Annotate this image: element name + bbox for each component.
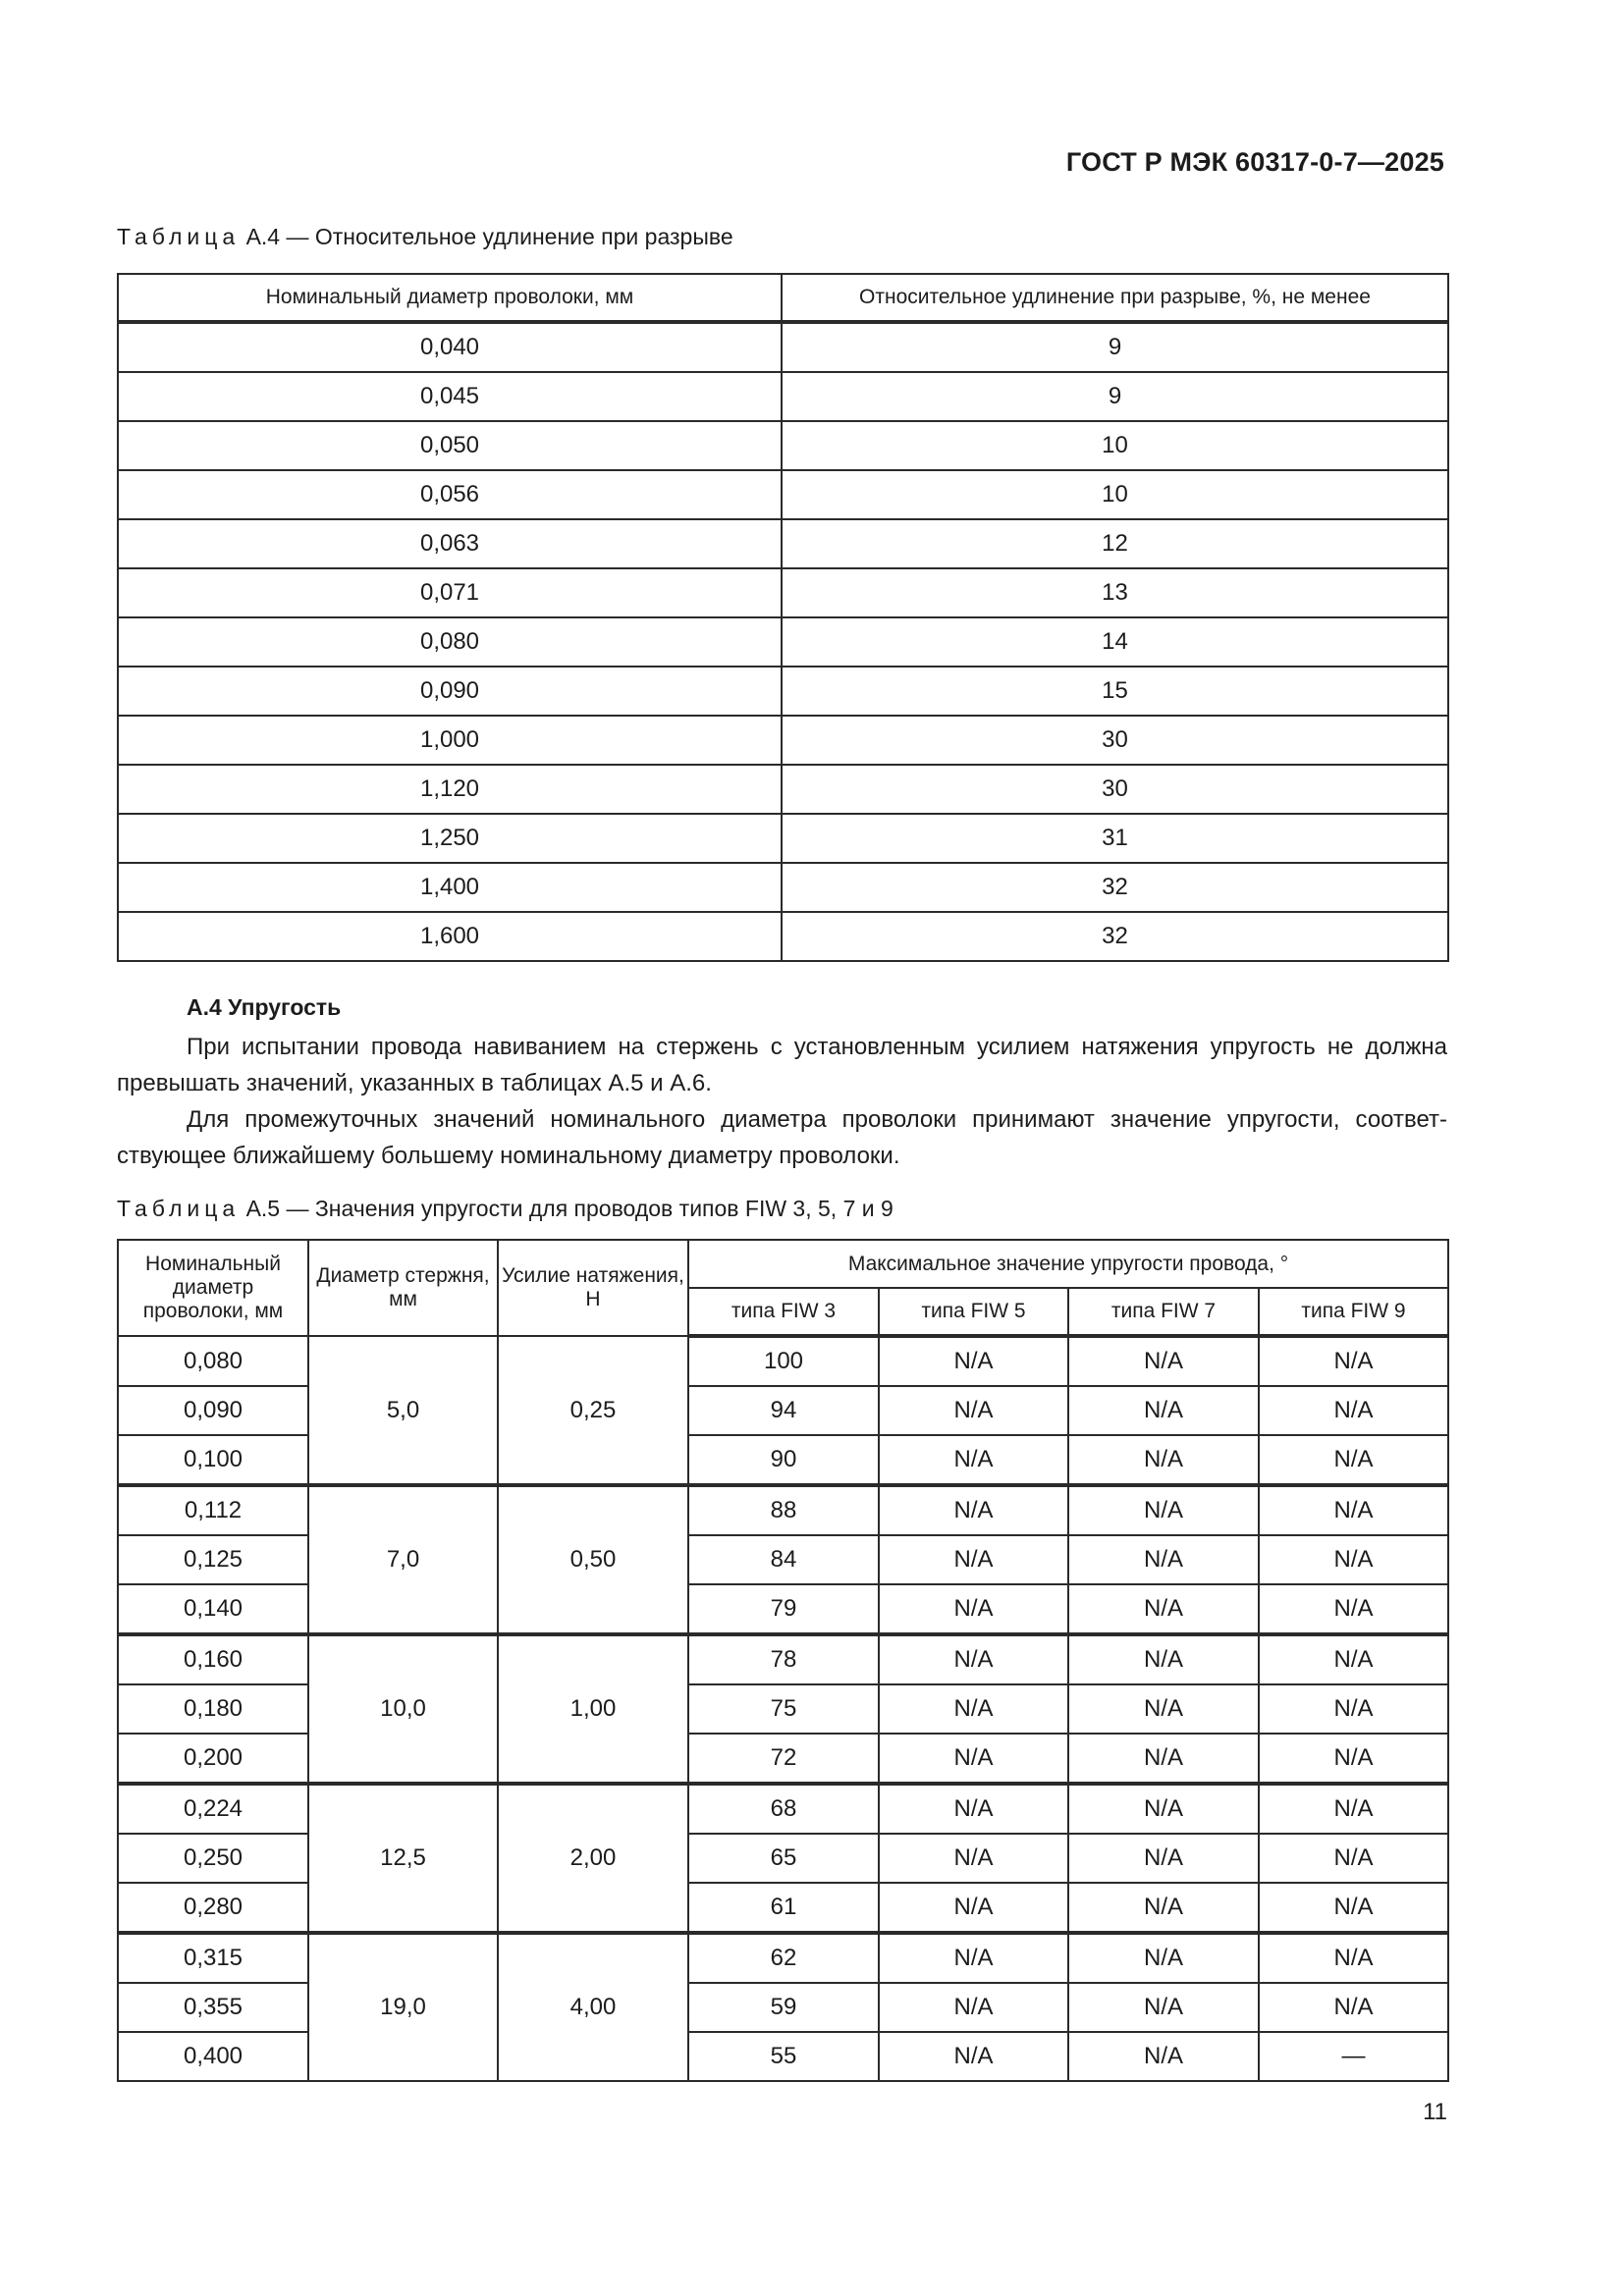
springback-cell: 65	[688, 1834, 879, 1883]
paragraph: При испытании провода навиванием на стержень с установленным усилием натяжения упругость не должна превышать значений, указанных в таблицах А.5 и А.6.	[117, 1034, 1447, 1096]
springback-cell: N/A	[1068, 1784, 1259, 1834]
column-header-type: типа FIW 9	[1259, 1288, 1448, 1336]
springback-cell: N/A	[879, 1535, 1068, 1584]
springback-cell: 100	[688, 1336, 879, 1386]
tension-cell: 4,00	[498, 1933, 688, 2081]
springback-cell: —	[1259, 2032, 1448, 2081]
elongation-cell: 30	[782, 765, 1448, 814]
springback-cell: N/A	[1068, 2032, 1259, 2081]
diameter-cell: 1,600	[118, 912, 782, 961]
diameter-cell: 0,200	[118, 1734, 308, 1784]
springback-cell: N/A	[1259, 1386, 1448, 1435]
table-row	[118, 814, 1448, 863]
springback-cell: 62	[688, 1933, 879, 1983]
springback-cell: N/A	[879, 1933, 1068, 1983]
elongation-cell: 12	[782, 519, 1448, 568]
table-a4-caption	[117, 224, 733, 250]
table-row	[118, 1634, 1448, 1684]
springback-cell: N/A	[879, 1634, 1068, 1684]
table-row	[118, 863, 1448, 912]
springback-cell: 61	[688, 1883, 879, 1933]
diameter-cell: 0,056	[118, 470, 782, 519]
elongation-cell: 10	[782, 421, 1448, 470]
springback-cell: N/A	[1259, 1584, 1448, 1634]
diameter-cell: 0,090	[118, 1386, 308, 1435]
elongation-cell: 9	[782, 372, 1448, 421]
table-row	[118, 519, 1448, 568]
springback-cell: N/A	[1259, 1485, 1448, 1535]
table-row	[118, 1485, 1448, 1535]
table-row	[118, 322, 1448, 372]
table-row	[118, 765, 1448, 814]
table-row	[118, 716, 1448, 765]
column-header-type: типа FIW 5	[879, 1288, 1068, 1336]
elongation-cell: 15	[782, 667, 1448, 716]
diameter-cell: 0,280	[118, 1883, 308, 1933]
springback-cell: N/A	[879, 1386, 1068, 1435]
diameter-cell: 1,250	[118, 814, 782, 863]
table-a4	[117, 273, 1449, 962]
table-row	[118, 912, 1448, 961]
diameter-cell: 0,100	[118, 1435, 308, 1485]
table-row	[118, 372, 1448, 421]
table-row	[118, 568, 1448, 617]
caption-text: А.5 — Значения упругости для проводов типов FIW 3, 5, 7 и 9	[245, 1196, 893, 1221]
springback-cell: N/A	[879, 1684, 1068, 1734]
springback-cell: N/A	[1068, 1734, 1259, 1784]
springback-cell: N/A	[879, 1834, 1068, 1883]
diameter-cell: 0,224	[118, 1784, 308, 1834]
diameter-cell: 1,000	[118, 716, 782, 765]
table-row	[118, 1784, 1448, 1834]
elongation-cell: 30	[782, 716, 1448, 765]
elongation-cell: 14	[782, 617, 1448, 667]
diameter-cell: 0,080	[118, 1336, 308, 1386]
diameter-cell: 0,160	[118, 1634, 308, 1684]
table-row	[118, 421, 1448, 470]
elongation-cell: 9	[782, 322, 1448, 372]
diameter-cell: 1,120	[118, 765, 782, 814]
springback-cell: N/A	[1259, 1684, 1448, 1734]
column-header-tension: Усилие натяжения, Н	[498, 1240, 688, 1336]
springback-cell: N/A	[1068, 1834, 1259, 1883]
table-a5	[117, 1239, 1449, 2082]
mandrel-cell: 19,0	[308, 1933, 498, 2081]
diameter-cell: 0,045	[118, 372, 782, 421]
springback-cell: N/A	[1259, 1336, 1448, 1386]
springback-cell: N/A	[1259, 1834, 1448, 1883]
springback-cell: N/A	[1259, 1535, 1448, 1584]
springback-cell: N/A	[879, 2032, 1068, 2081]
springback-cell: N/A	[879, 1485, 1068, 1535]
column-header-max-springback: Максимальное значение упругости провода, °	[688, 1240, 1448, 1288]
caption-label: Таблица	[117, 1196, 241, 1221]
tension-cell: 0,50	[498, 1485, 688, 1634]
springback-cell: 84	[688, 1535, 879, 1584]
page-number: 11	[1423, 2099, 1447, 2125]
springback-cell: N/A	[1068, 1634, 1259, 1684]
elongation-cell: 32	[782, 912, 1448, 961]
document-code: ГОСТ Р МЭК 60317-0-7—2025	[1065, 147, 1444, 177]
column-header: Номинальный диаметр проволоки, мм	[118, 274, 782, 322]
diameter-cell: 0,315	[118, 1933, 308, 1983]
caption-text: А.4 — Относительное удлинение при разрыве	[245, 224, 733, 249]
springback-cell: N/A	[879, 1734, 1068, 1784]
diameter-cell: 0,080	[118, 617, 782, 667]
springback-cell: N/A	[879, 1983, 1068, 2032]
springback-cell: N/A	[1068, 1883, 1259, 1933]
springback-cell: N/A	[1068, 1336, 1259, 1386]
diameter-cell: 0,050	[118, 421, 782, 470]
tension-cell: 1,00	[498, 1634, 688, 1784]
springback-cell: N/A	[1068, 1933, 1259, 1983]
column-header: Относительное удлинение при разрыве, %, не менее	[782, 274, 1448, 322]
springback-cell: N/A	[1068, 1485, 1259, 1535]
springback-cell: 59	[688, 1983, 879, 2032]
mandrel-cell: 7,0	[308, 1485, 498, 1634]
springback-cell: N/A	[1259, 1435, 1448, 1485]
elongation-cell: 32	[782, 863, 1448, 912]
springback-cell: 68	[688, 1784, 879, 1834]
springback-cell: N/A	[1068, 1435, 1259, 1485]
column-header-type: типа FIW 7	[1068, 1288, 1259, 1336]
elongation-cell: 31	[782, 814, 1448, 863]
springback-cell: N/A	[1259, 1784, 1448, 1834]
springback-cell: N/A	[1068, 1983, 1259, 2032]
column-header-mandrel: Диаметр стержня, мм	[308, 1240, 498, 1336]
springback-cell: 90	[688, 1435, 879, 1485]
diameter-cell: 1,400	[118, 863, 782, 912]
springback-cell: N/A	[1259, 1983, 1448, 2032]
springback-cell: 72	[688, 1734, 879, 1784]
column-header-diameter: Номинальный диаметр проволоки, мм	[118, 1240, 308, 1336]
diameter-cell: 0,125	[118, 1535, 308, 1584]
table-row	[118, 1933, 1448, 1983]
diameter-cell: 0,040	[118, 322, 782, 372]
caption-label: Таблица	[117, 224, 241, 249]
springback-cell: N/A	[879, 1883, 1068, 1933]
mandrel-cell: 10,0	[308, 1634, 498, 1784]
diameter-cell: 0,140	[118, 1584, 308, 1634]
tension-cell: 0,25	[498, 1336, 688, 1485]
elongation-cell: 13	[782, 568, 1448, 617]
section-title: А.4 Упругость	[187, 994, 342, 1020]
diameter-cell: 0,355	[118, 1983, 308, 2032]
springback-cell: N/A	[1259, 1734, 1448, 1784]
springback-cell: N/A	[879, 1784, 1068, 1834]
springback-cell: N/A	[1068, 1684, 1259, 1734]
table-row	[118, 667, 1448, 716]
springback-cell: 94	[688, 1386, 879, 1435]
springback-cell: N/A	[1259, 1883, 1448, 1933]
table-row	[118, 617, 1448, 667]
springback-cell: N/A	[1068, 1535, 1259, 1584]
springback-cell: N/A	[879, 1584, 1068, 1634]
diameter-cell: 0,112	[118, 1485, 308, 1535]
table-a5-caption	[117, 1196, 893, 1222]
column-header-type: типа FIW 3	[688, 1288, 879, 1336]
springback-cell: 78	[688, 1634, 879, 1684]
springback-cell: N/A	[879, 1336, 1068, 1386]
diameter-cell: 0,090	[118, 667, 782, 716]
diameter-cell: 0,063	[118, 519, 782, 568]
diameter-cell: 0,250	[118, 1834, 308, 1883]
paragraph: Для промежуточных значений номинального диаметра проволоки принимают значение упругости, соответствующее ближайшему большему номинальному диаметру проволоки.	[117, 1106, 1447, 1169]
springback-cell: N/A	[1259, 1634, 1448, 1684]
table-row	[118, 1336, 1448, 1386]
springback-cell: N/A	[1068, 1584, 1259, 1634]
table-row	[118, 470, 1448, 519]
springback-cell: 55	[688, 2032, 879, 2081]
mandrel-cell: 12,5	[308, 1784, 498, 1933]
springback-cell: 88	[688, 1485, 879, 1535]
springback-cell: 79	[688, 1584, 879, 1634]
diameter-cell: 0,180	[118, 1684, 308, 1734]
springback-cell: N/A	[1068, 1386, 1259, 1435]
elongation-cell: 10	[782, 470, 1448, 519]
mandrel-cell: 5,0	[308, 1336, 498, 1485]
springback-cell: N/A	[1259, 1933, 1448, 1983]
springback-cell: 75	[688, 1684, 879, 1734]
tension-cell: 2,00	[498, 1784, 688, 1933]
springback-cell: N/A	[879, 1435, 1068, 1485]
diameter-cell: 0,071	[118, 568, 782, 617]
diameter-cell: 0,400	[118, 2032, 308, 2081]
